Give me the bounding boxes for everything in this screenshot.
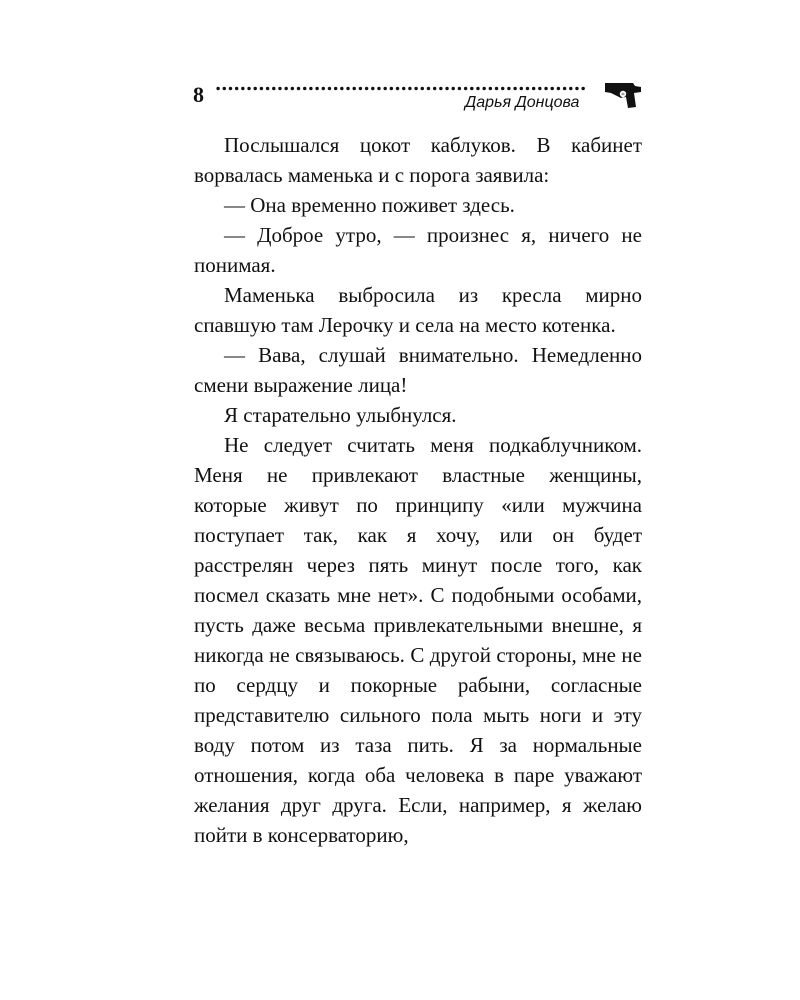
paragraph: — Доброе утро, — произнес я, ничего не понимая.	[194, 223, 642, 277]
paragraph: Маменька выбросила из кресла мирно спавшую там Лерочку и села на место котенка.	[194, 283, 642, 337]
revolver-icon	[603, 80, 643, 110]
page-number: 8	[193, 82, 204, 107]
paragraph: Я старательно улыбнулся.	[224, 403, 457, 427]
dotted-rule	[215, 86, 587, 91]
author-name: Дарья Донцова	[465, 94, 580, 111]
paragraph: Не следует считать меня подкаблучником. Меня не привлекают властные женщины, которые живут по принципу «или мужчина поступает так, как я хочу, или он будет расстрелян через пять минут после того, как посмел сказать мне нет». С подобными особами, пусть даже весьма привлекательными внешне, я никогда не связываюсь. С другой стороны, мне не по сердцу и покорные рабыни, согласные представителю сильного пола мыть ноги и эту воду потом из таза пить. Я за нормальные отношения, когда оба человека в паре уважают желания друг друга. Если, например, я желаю пойти в консерваторию,	[194, 433, 642, 847]
paragraph: Послышался цокот каблуков. В кабинет ворвалась маменька и с порога заявила:	[194, 133, 642, 187]
paragraph: — Она временно поживет здесь.	[224, 193, 515, 217]
paragraph: — Вава, слушай внимательно. Немедленно смени выражение лица!	[194, 343, 642, 397]
body-text	[194, 130, 642, 850]
